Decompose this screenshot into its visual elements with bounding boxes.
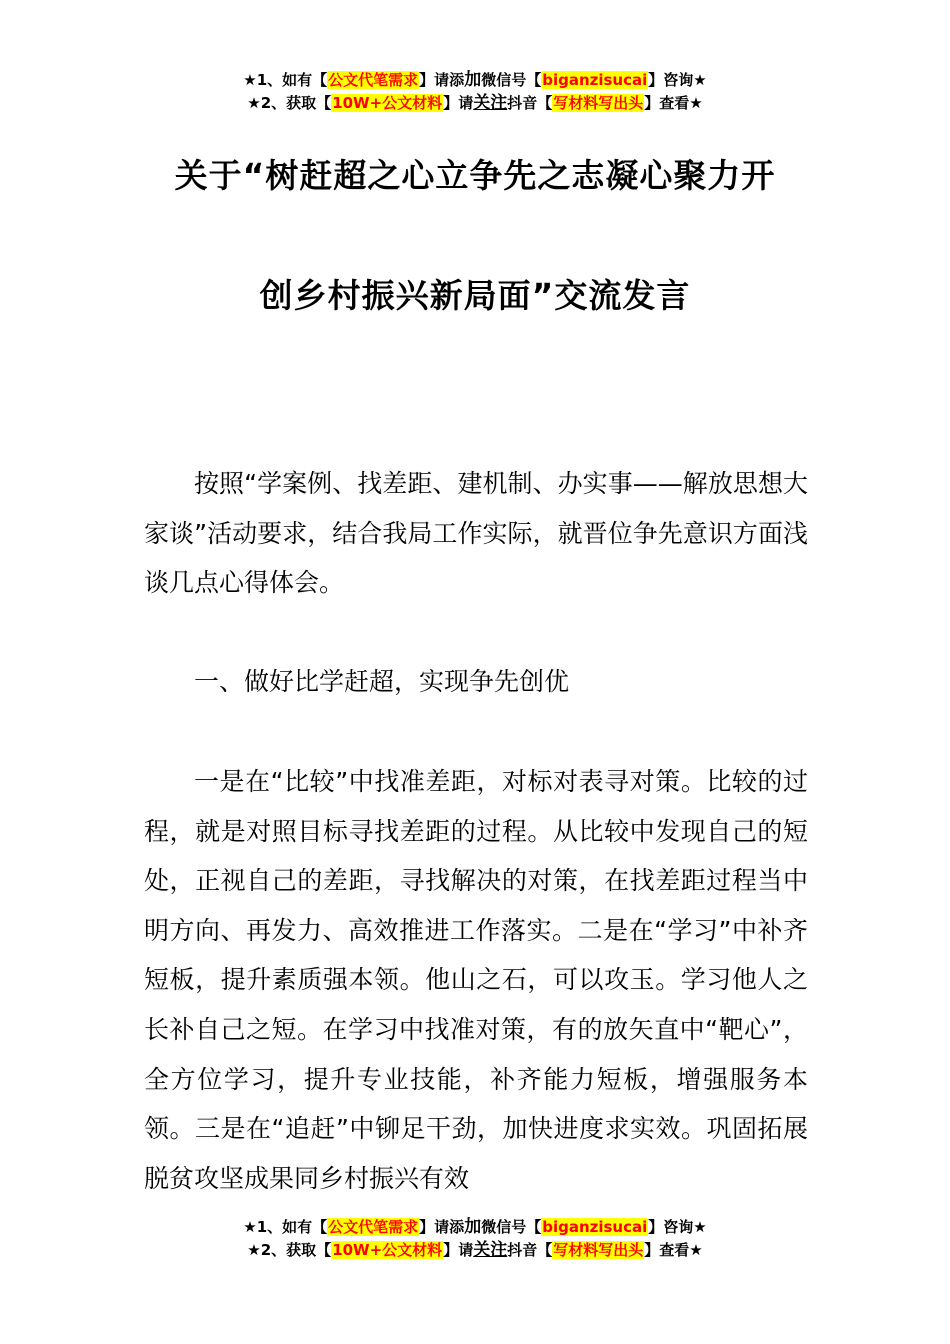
banner-text: 抖音【: [507, 94, 553, 112]
banner-text: ★2、获取【: [247, 94, 332, 112]
banner-highlight: 公文代笔需求: [328, 71, 419, 89]
banner-line-2: [0, 92, 950, 115]
banner-text: ★1、如有【: [243, 1218, 328, 1236]
banner-text: 】咨询★: [648, 71, 707, 89]
intro-text: 按照“学案例、找差距、建机制、办实事——解放思想大家谈”活动要求，结合我局工作实际，就晋位争先意识方面浅谈几点心得体会。: [144, 469, 808, 598]
wechat-id-highlight: biganzisucai: [542, 1218, 648, 1236]
banner-text: 】请添: [419, 71, 465, 89]
banner-text: 】请: [443, 1241, 474, 1259]
banner-text: 微信号【: [481, 71, 542, 89]
section-heading-1: [144, 657, 808, 707]
document-title-line-1: 关于“树赶超之心立争先之志凝心聚力开: [174, 156, 776, 195]
banner-line-1: [0, 1216, 950, 1239]
banner-emphasis: 加: [464, 1217, 482, 1237]
banner-emphasis: 加: [464, 70, 482, 90]
douyin-id-highlight: 写材料写出头: [553, 94, 644, 112]
banner-text: ★2、获取【: [247, 1241, 332, 1259]
section-heading-text: 一、做好比学赶超，实现争先创优: [194, 667, 570, 696]
document-title-line-2: 创乡村振兴新局面”交流发言: [259, 276, 691, 315]
banner-text: 微信号【: [481, 1218, 542, 1236]
banner-highlight: 10W+公文材料: [332, 94, 443, 112]
footer-banner: [0, 1216, 950, 1262]
banner-text: 】咨询★: [648, 1218, 707, 1236]
banner-text: 】请添: [419, 1218, 465, 1236]
banner-highlight: 10W+公文材料: [332, 1241, 443, 1259]
wechat-id-highlight: biganzisucai: [542, 71, 648, 89]
intro-paragraph: [144, 459, 808, 608]
header-banner: [0, 69, 950, 115]
banner-line-2: [0, 1239, 950, 1262]
banner-line-1: [0, 69, 950, 92]
banner-emphasis: 关注: [473, 93, 508, 113]
body-paragraph-text: 一是在“比较”中找准差距，对标对表寻对策。比较的过程，就是对照目标寻找差距的过程。从比较中发现自己的短处，正视自己的差距，寻找解决的对策，在找差距过程当中明方向、再发力、高效推进工作落实。二是在“学习”中补齐短板，提升素质强本领。他山之石，可以攻玉。学习他人之长补自己之短。在学习中找准对策，有的放矢直中“靶心”，全方位学习，提升专业技能，补齐能力短板，增强服务本领。三是在“追赶”中铆足干劲，加快进度求实效。巩固拓展脱贫攻坚成果同乡村振兴有效: [144, 767, 808, 1193]
douyin-id-highlight: 写材料写出头: [553, 1241, 644, 1259]
banner-highlight: 公文代笔需求: [328, 1218, 419, 1236]
banner-text: 】请: [443, 94, 474, 112]
banner-emphasis: 关注: [473, 1240, 508, 1260]
banner-text: 】查看★: [644, 94, 703, 112]
banner-text: 抖音【: [507, 1241, 553, 1259]
banner-text: 】查看★: [644, 1241, 703, 1259]
body-paragraph-1: [144, 757, 808, 1203]
banner-text: ★1、如有【: [243, 71, 328, 89]
